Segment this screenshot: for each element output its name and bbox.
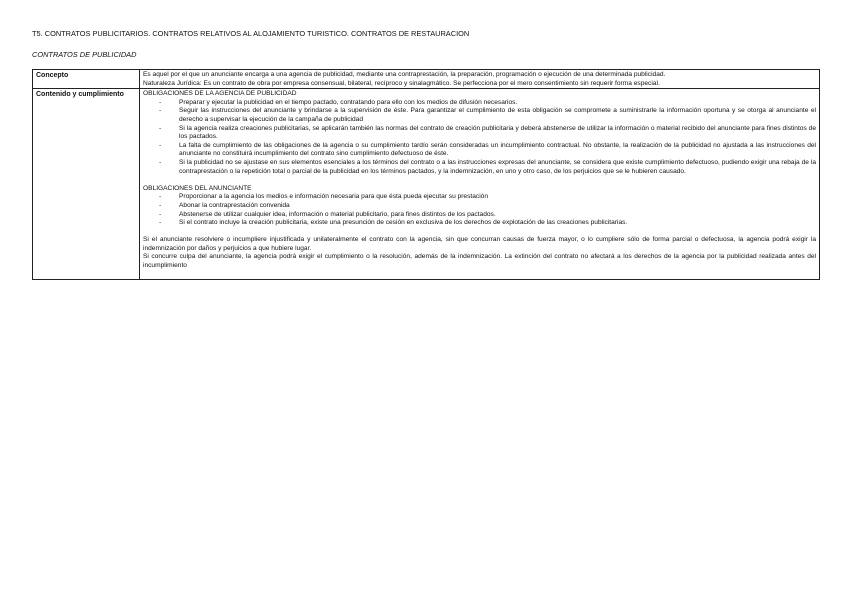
list-item: - Preparar y ejecutar la publicidad en el tiempo pactado, contratando para ello con los medios de difusión necesarios. [159, 99, 816, 108]
table-row-contenido [33, 89, 820, 280]
anunciante-obligations-list [143, 193, 816, 227]
agencia-obligations-list [143, 99, 816, 176]
list-item: - Abonar la contraprestación convenida [159, 202, 816, 211]
concepto-cell [140, 70, 820, 89]
contract-table [32, 69, 820, 280]
list-item: - Si la publicidad no se ajustase en sus elementos esenciales a los términos del contrato o a las instrucciones expresas del anunciante, se considera que existe cumplimiento defectuoso, pudiendo exigir una rebaja de la contraprestación o la repetición total o parcial de la publicidad en los términos pactados, y la indemnización, en uno y otro caso, de los perjuicios que se le hubieren causado. [159, 159, 816, 176]
closing-paragraph: Si el anunciante resolviere o incumpliere injustificada y unilateralmente el contrato con la agencia, sin que concurran causas de fuerza mayor, o lo cumpliere sólo de forma parcial o defectuosa, la agencia podrá exigir la indemnización por daños y perjuicios a que hubiere lugar. [143, 236, 816, 252]
list-item: - Si la agencia realiza creaciones publicitarias, se aplicarán también las normas del contrato de creación publicitaria y deberá abstenerse de utilizar la información o material recibido del anunciante para fines distintos de los pactados. [159, 125, 816, 142]
table-row-concepto [33, 70, 820, 89]
row-label-contenido: Contenido y cumplimiento [33, 89, 140, 280]
contenido-cell [140, 89, 820, 280]
list-item: - Proporcionar a la agencia los medios e información necesaria para que ésta pueda ejecutar su prestación [159, 193, 816, 202]
list-item: - Si el contrato incluye la creación publicitaria, existe una presunción de cesión en exclusiva de los derechos de explotación de las creaciones publicitarias. [159, 219, 816, 228]
closing-paragraph: Si concurre culpa del anunciante, la agencia podrá exigir el cumplimiento o la resolución, además de la indemnización. La extinción del contrato no afectará a los derechos de la agencia por la publicidad realizada antes del incumplimiento [143, 253, 816, 270]
concepto-definition: Es aquel por el que un anunciante encarga a una agencia de publicidad, mediante una contraprestación, la preparación, programación o ejecución de una determinada publicidad. [143, 71, 666, 78]
section-title: CONTRATOS DE PUBLICIDAD [32, 50, 137, 59]
page-title: T5. CONTRATOS PUBLICITARIOS. CONTRATOS RELATIVOS AL ALOJAMIENTO TURISTICO. CONTRATOS DE RESTAURACION [32, 29, 470, 38]
list-item: - Seguir las instrucciones del anunciante y brindarse a la supervisión de éste. Para garantizar el cumplimiento de esta obligación se compromete a suministrarle la información oportuna y se otorga al anunciante el derecho a supervisar la ejecución de la campaña de publicidad [159, 107, 816, 124]
list-item: - La falta de cumplimiento de las obligaciones de la agencia o su cumplimiento tardío serán consideradas un incumplimiento contractual. No obstante, la realización de la publicidad no ajustada a las instrucciones del anunciante no constituirá incumplimiento del contrato sino cumplimiento defectuoso de éste. [159, 142, 816, 159]
agencia-heading: OBLIGACIONES DE LA AGENCIA DE PUBLICIDAD [143, 90, 297, 98]
row-label-concepto: Concepto [33, 70, 140, 89]
concepto-naturaleza: Naturaleza Jurídica: Es un contrato de obra por empresa consensual, bilateral, recíproco y sinalagmático. Se perfecciona por el mero consentimiento sin requerir forma especial. [143, 79, 660, 87]
list-item: - Abstenerse de utilizar cualquier idea, información o material publicitario, para fines distintos de los pactados. [159, 211, 816, 220]
anunciante-heading: OBLIGACIONES DEL ANUNCIANTE [143, 184, 252, 192]
